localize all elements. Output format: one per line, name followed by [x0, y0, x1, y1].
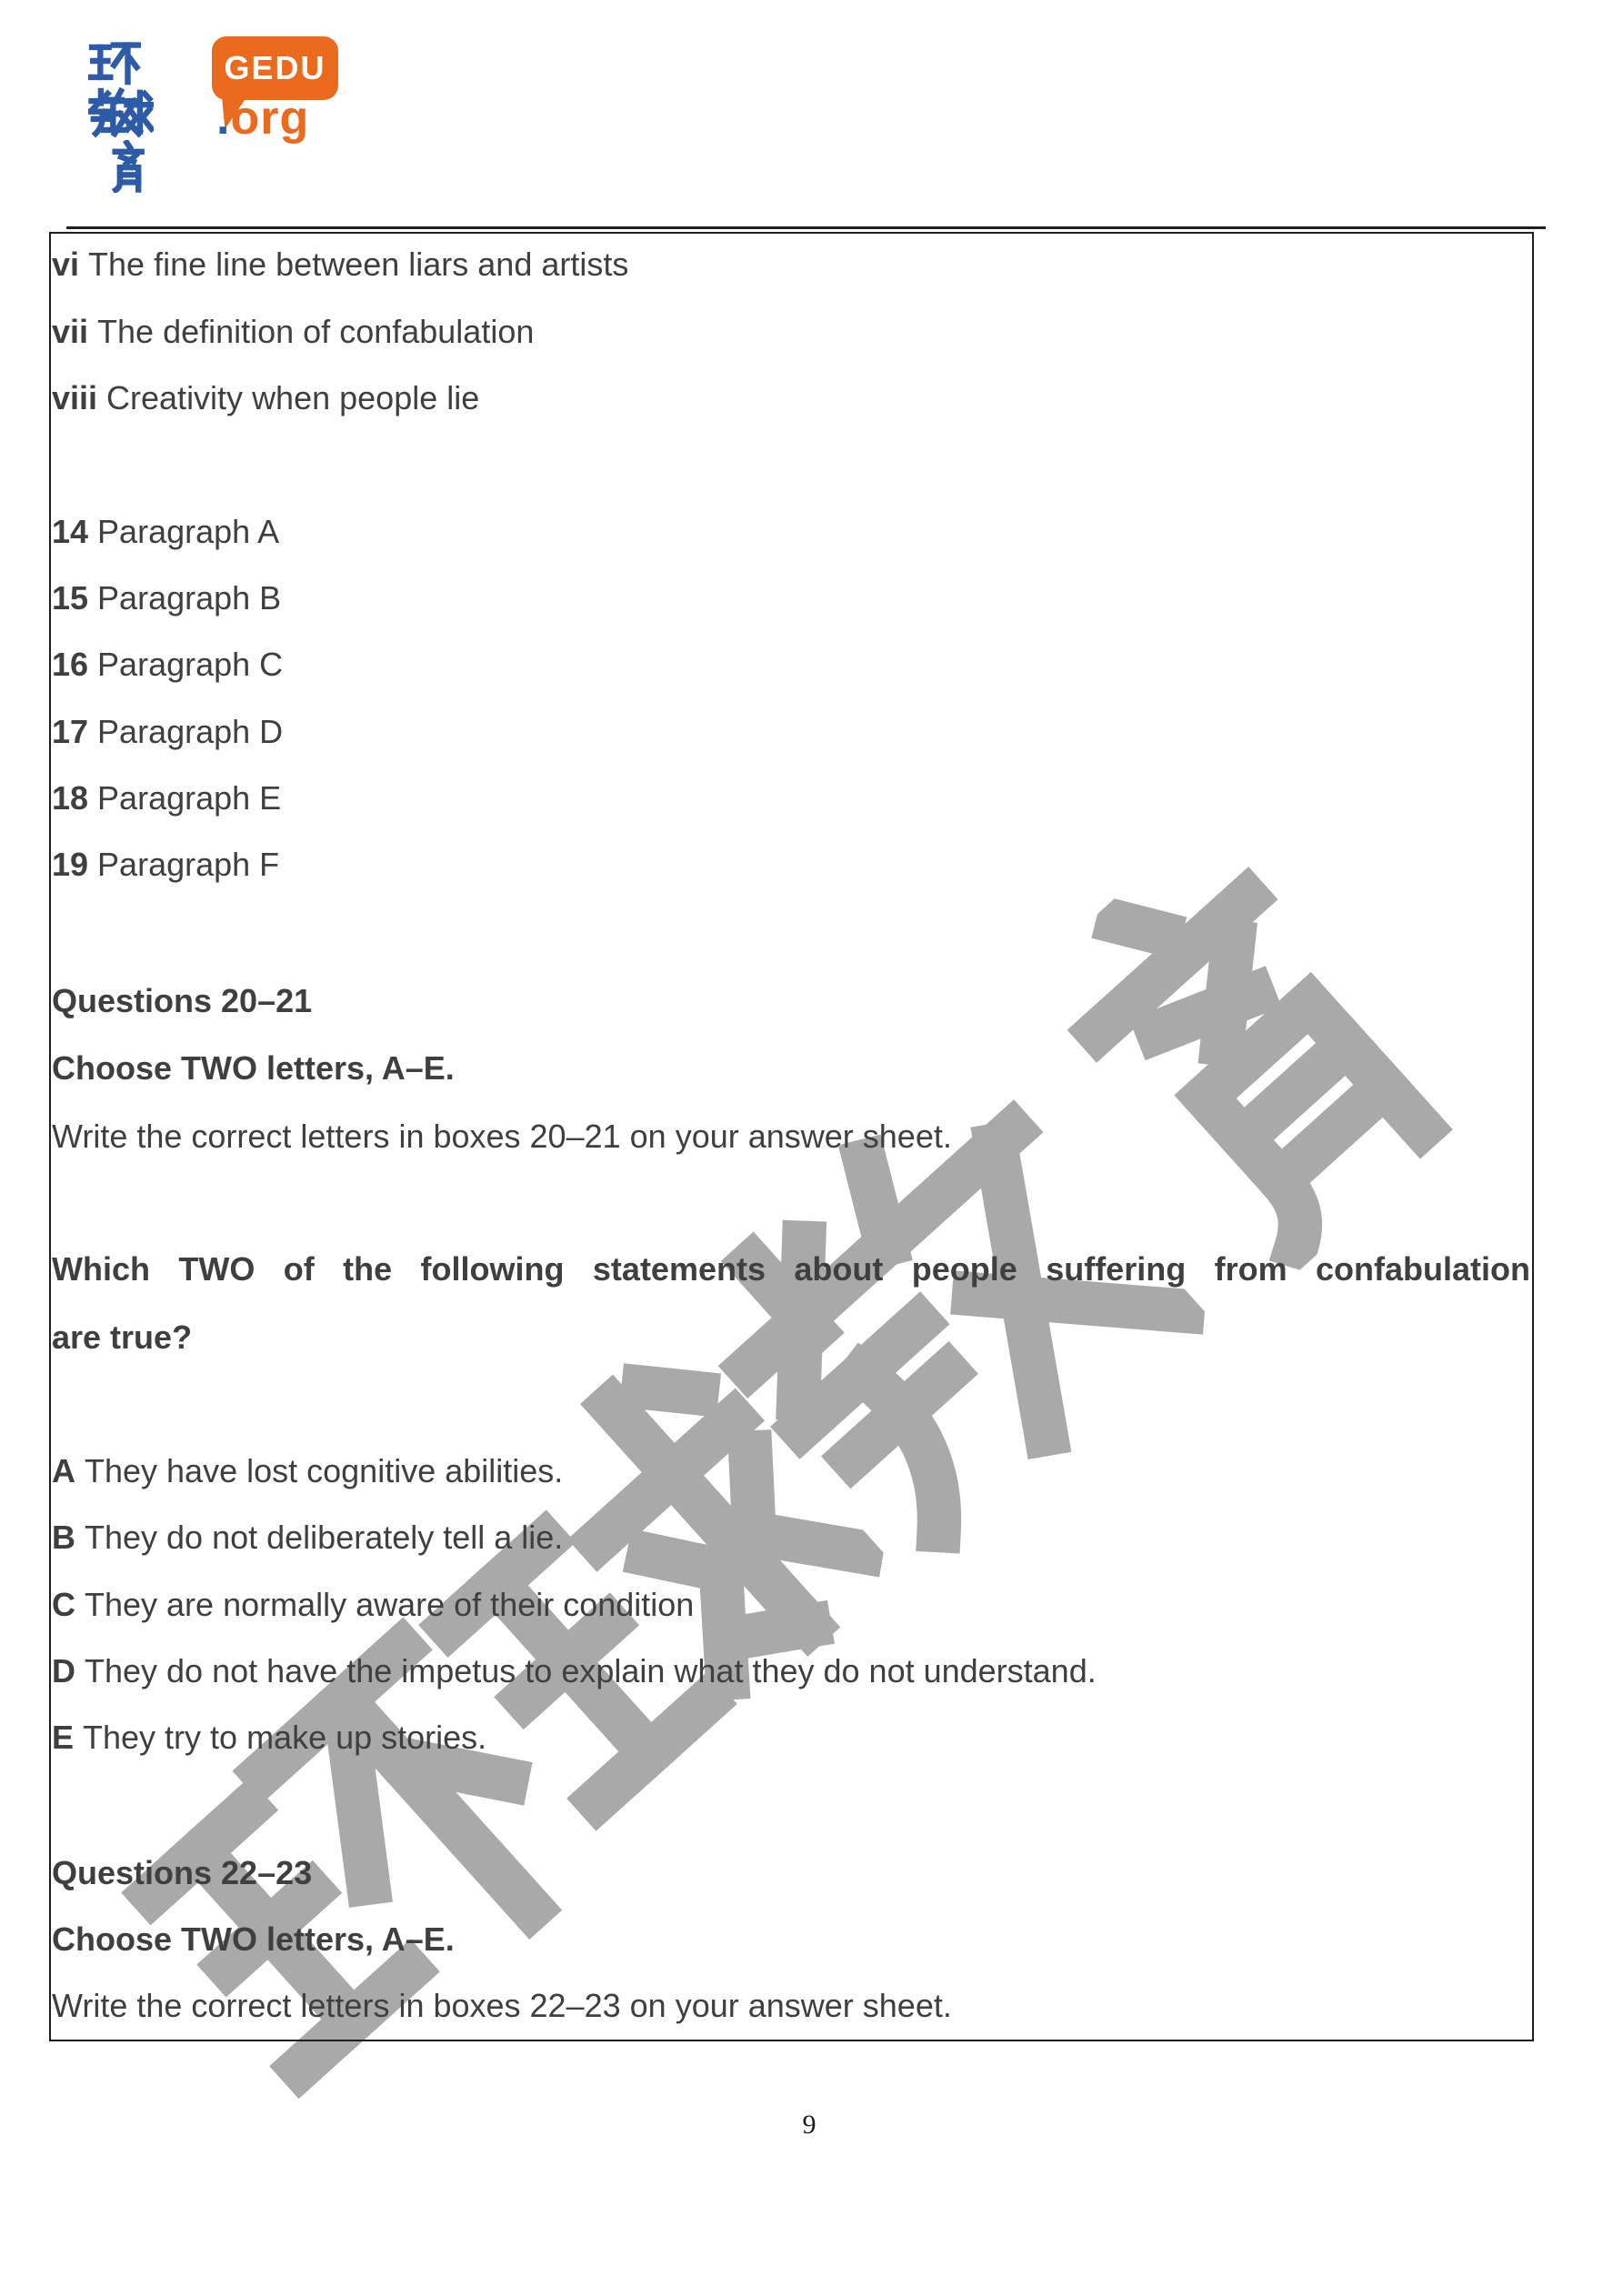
logo-org-suffix [216, 91, 309, 145]
index-text: The fine line between liars and artists [88, 246, 629, 283]
logo-char-yu [101, 140, 154, 193]
option-text: They try to make up stories. [83, 1719, 487, 1756]
paragraph-question-14 [52, 512, 279, 552]
option-b [52, 1518, 563, 1558]
index-item-vii [52, 312, 534, 352]
option-text: They do not deliberately tell a lie. [85, 1519, 564, 1556]
paragraph-question-17 [52, 712, 283, 752]
index-num: viii [52, 379, 98, 416]
option-letter: A [52, 1452, 75, 1489]
question-num: 15 [52, 579, 89, 617]
option-text: They do not have the impetus to explain what they do not understand. [85, 1652, 1097, 1689]
paragraph-question-15 [52, 578, 281, 618]
index-num: vi [52, 246, 80, 283]
option-letter: E [52, 1719, 75, 1756]
question-text: Paragraph D [97, 713, 284, 750]
paragraph-question-16 [52, 645, 283, 685]
index-text: Creativity when people lie [106, 379, 480, 416]
logo-char-huan [88, 35, 141, 87]
questions-22-23-write-line: Write the correct letters in boxes 22–23 on your answer sheet. [52, 1987, 952, 2024]
logo-zh-line2 [88, 87, 154, 193]
question-text: Paragraph A [97, 513, 280, 550]
index-item-vi [52, 245, 628, 285]
org-dot: . [216, 92, 231, 145]
option-letter: C [52, 1586, 75, 1623]
question-num: 17 [52, 713, 89, 750]
index-num: vii [52, 313, 89, 350]
top-divider-line [66, 226, 1546, 229]
gedu-badge-label: GEDU [224, 49, 326, 86]
index-text: The definition of confabulation [97, 313, 535, 350]
paragraph-question-19 [52, 845, 279, 885]
question-text: Paragraph B [97, 579, 282, 617]
question-text: Paragraph E [97, 779, 282, 817]
option-text: They are normally aware of their condition [85, 1586, 695, 1623]
question-num: 18 [52, 779, 89, 817]
question-stem-line2: are true? [52, 1318, 193, 1356]
questions-20-21-write-line: Write the correct letters in boxes 20–21 on your answer sheet. [52, 1118, 952, 1155]
paragraph-question-18 [52, 778, 281, 818]
option-letter: B [52, 1519, 75, 1556]
question-stem-line1: Which TWO of the following statements about people suffering from confabulation [52, 1250, 1530, 1288]
org-text: org [230, 92, 310, 145]
option-c [52, 1585, 694, 1625]
questions-22-23-title: Questions 22–23 [52, 1854, 313, 1891]
questions-20-21-instruction: Choose TWO letters, A–E. [52, 1049, 455, 1087]
question-num: 16 [52, 646, 89, 683]
questions-22-23-instruction: Choose TWO letters, A–E. [52, 1920, 455, 1958]
option-d [52, 1651, 1097, 1691]
option-text: They have lost cognitive abilities. [85, 1452, 564, 1489]
option-a [52, 1451, 563, 1491]
question-text: Paragraph F [97, 846, 280, 883]
option-letter: D [52, 1652, 75, 1689]
option-e [52, 1718, 486, 1758]
questions-20-21-title: Questions 20–21 [52, 982, 313, 1019]
question-text: Paragraph C [97, 646, 284, 683]
logo-char-jiao [88, 87, 141, 140]
index-item-viii [52, 378, 479, 418]
question-num: 14 [52, 513, 89, 550]
question-num: 19 [52, 846, 89, 883]
page-number: 9 [802, 2110, 817, 2140]
